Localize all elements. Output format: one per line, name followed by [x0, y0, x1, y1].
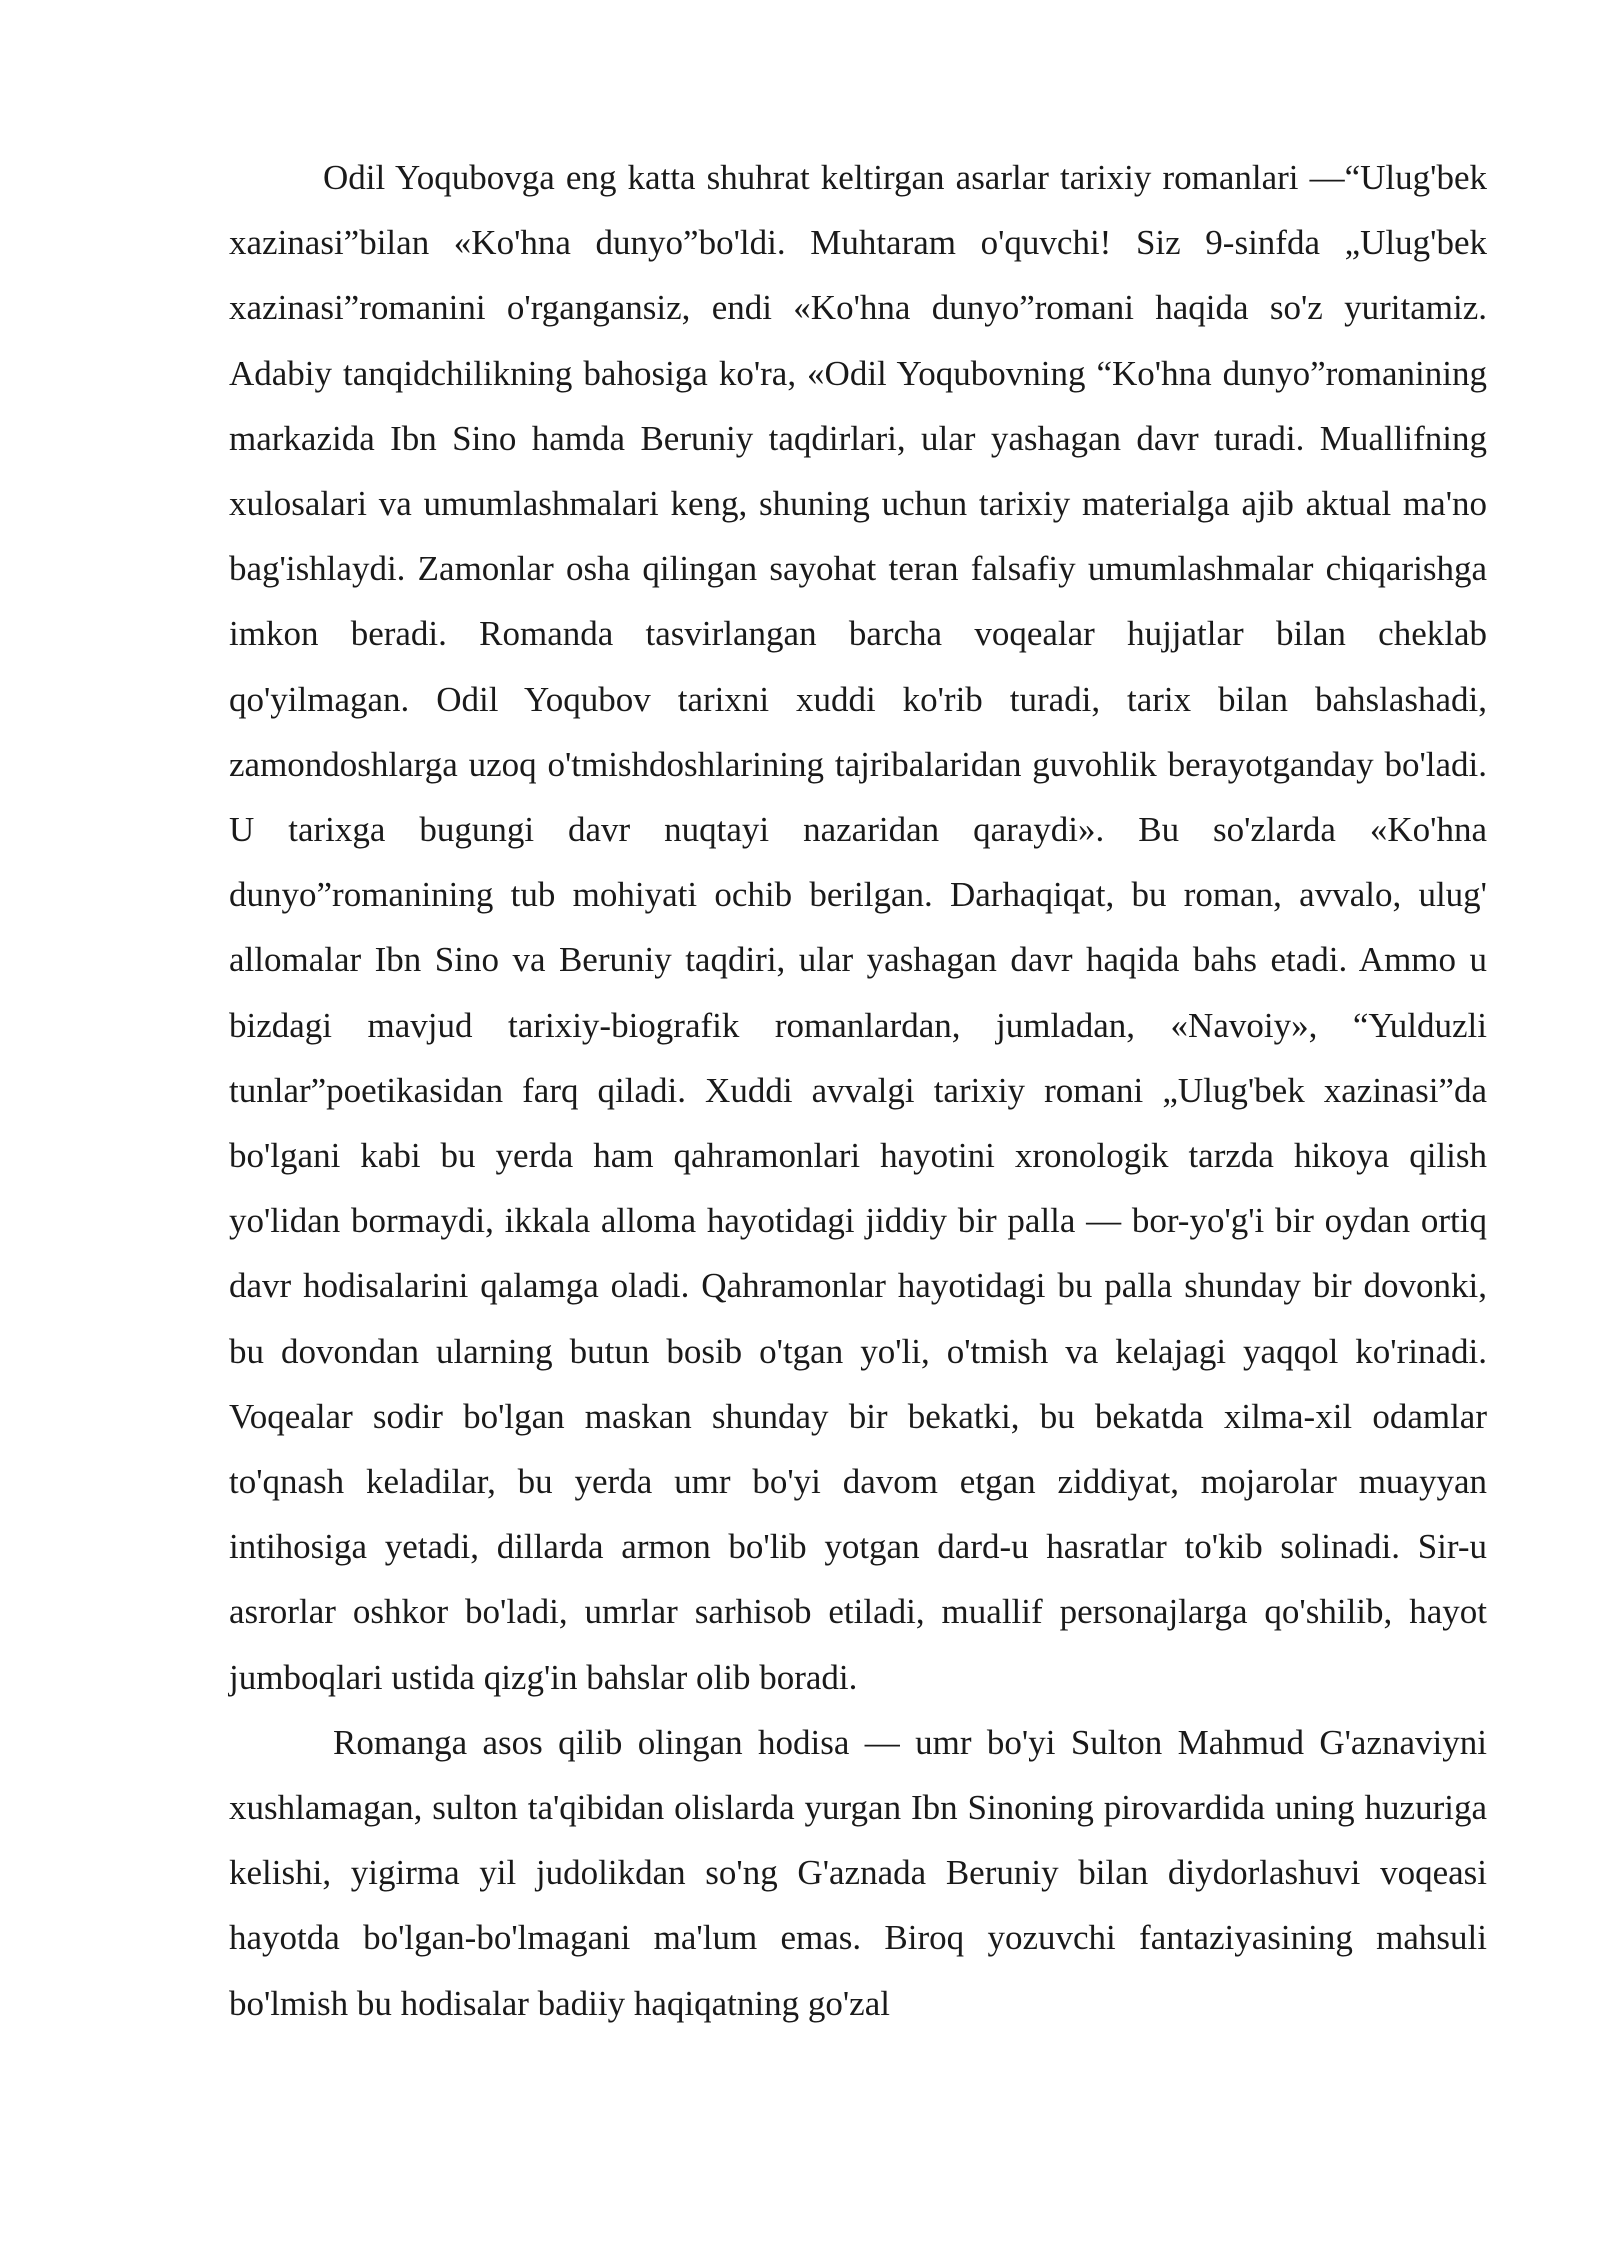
body-text — [229, 145, 1487, 2036]
paragraph-1: Odil Yoqubovga eng katta shuhrat keltirgan asarlar tarixiy romanlari —“Ulug'bek xazinasi”bilan «Ko'hna dunyo”bo'ldi. Muhtaram o'quvchi! Siz 9-sinfda „Ulug'bek xazinasi”romanini o'rgangansiz, endi «Ko'hna dunyo”romani haqida so'z yuritamiz. Adabiy tanqidchilikning bahosiga ko'ra, «Odil Yoqubovning “Ko'hna dunyo”romanining markazida Ibn Sino hamda Beruniy taqdirlari, ular yashagan davr turadi. Muallifning xulosalari va umumlashmalari keng, shuning uchun tarixiy materialga ajib aktual ma'no bag'ishlaydi. Zamonlar osha qilingan sayohat teran falsafiy umumlashmalar chiqarishga imkon beradi. Romanda tasvirlangan barcha voqealar hujjatlar bilan cheklab qo'yilmagan. Odil Yoqubov tarixni xuddi ko'rib turadi, tarix bilan bahslashadi, zamondoshlarga uzoq o'tmishdoshlarining tajribalaridan guvohlik berayotganday bo'ladi. U tarixga bugungi davr nuqtayi nazaridan qaraydi». Bu so'zlarda «Ko'hna dunyo”romanining tub mohiyati ochib berilgan. Darhaqiqat, bu roman, avvalo, ulug' allomalar Ibn Sino va Beruniy taqdiri, ular yashagan davr haqida bahs etadi. Ammo u bizdagi mavjud tarixiy-biografik romanlardan, jumladan, «Navoiy», “Yulduzli tunlar”poetikasidan farq qiladi. Xuddi avvalgi tarixiy romani „Ulug'bek xazinasi”da bo'lgani kabi bu yerda ham qahramonlari hayotini xronologik tarzda hikoya qilish yo'lidan bormaydi, ikkala alloma hayotidagi jiddiy bir palla — bor-yo'g'i bir oydan ortiq davr hodisalarini qalamga oladi. Qahramonlar hayotidagi bu palla shunday bir dovonki, bu dovondan ularning butun bosib o'tgan yo'li, o'tmish va kelajagi yaqqol ko'rinadi. Voqealar sodir bo'lgan maskan shunday bir bekatki, bu bekatda xilma-xil odamlar to'qnash keladilar, bu yerda umr bo'yi davom etgan ziddiyat, mojarolar muayyan intihosiga yetadi, dillarda armon bo'lib yotgan dard-u hasratlar to'kib solinadi. Sir-u asrorlar oshkor bo'ladi, umrlar sarhisob etiladi, muallif personajlarga qo'shilib, hayot jumboqlari ustida qizg'in bahslar olib boradi. — [229, 158, 1487, 1697]
paragraph-2: Romanga asos qilib olingan hodisa — umr bo'yi Sulton Mahmud G'aznaviyni xushlamagan, sulton ta'qibidan olislarda yurgan Ibn Sinoning pirovardida uning huzuriga kelishi, yigirma yil judolikdan so'ng G'aznada Beruniy bilan diydorlashuvi voqeasi hayotda bo'lgan-bo'lmagani ma'lum emas. Biroq yozuvchi fantaziyasining mahsuli bo'lmish bu hodisalar badiiy haqiqatning go'zal — [229, 1722, 1487, 2023]
